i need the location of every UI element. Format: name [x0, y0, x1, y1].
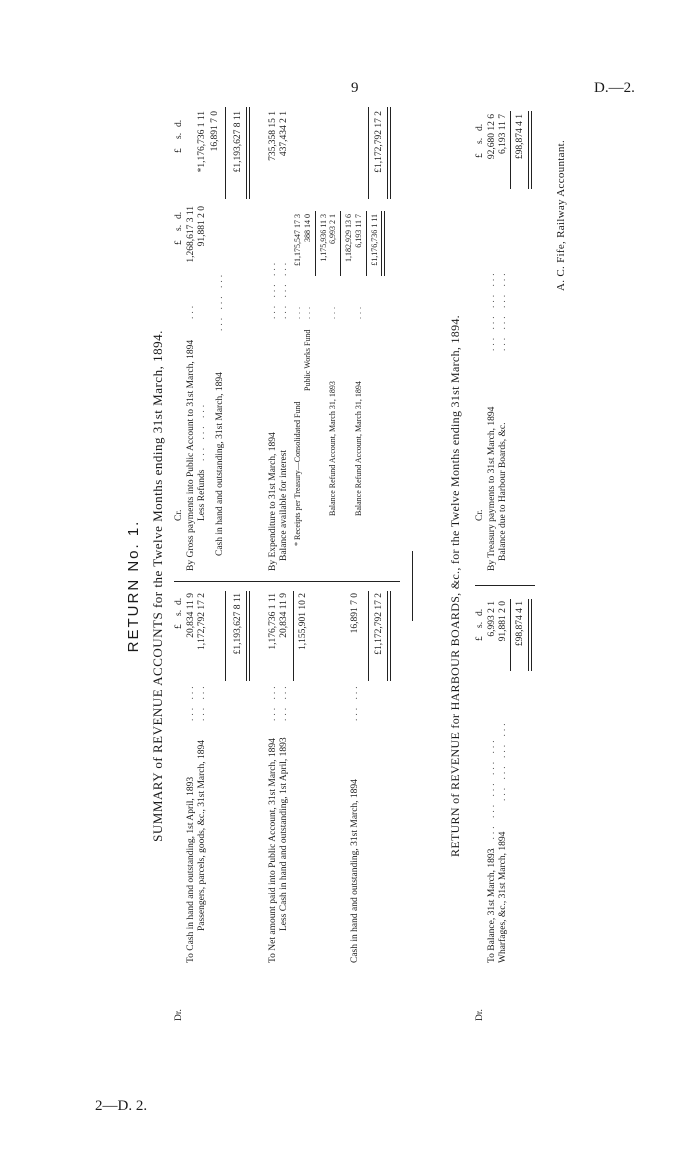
dr-amount-1: 20,834 11 9 [186, 593, 196, 638]
harbour-cr-line-1: By Treasury payments to 31st March, 1894 [487, 406, 497, 571]
summary-title: SUMMARY of REVENUE ACCOUNTS for the Twelve Months ending 31st March, 1894. [150, 330, 165, 842]
rule [315, 211, 316, 276]
leader-dots: ... ... [350, 683, 360, 721]
double-rule [528, 111, 532, 189]
note-amount-3: 1,175,936 11 3 [319, 214, 328, 262]
cr-line-4: By Expenditure to 31st March, 1894 [268, 432, 278, 571]
leader-dots: ... [186, 302, 196, 319]
dr-amount-6: 16,891 7 0 [350, 593, 360, 634]
dr-line-2: Passengers, parcels, goods, &c., 31st March, 1894 [197, 739, 207, 931]
section-divider [412, 551, 413, 621]
dr-label: Dr. [174, 1009, 184, 1021]
cr-line-3: Cash in hand and outstanding, 31st March, 1894 [215, 372, 225, 556]
dr-amount-3: 1,176,736 1 11 [268, 593, 278, 650]
return-title: RETURN No. 1. [125, 519, 142, 653]
currency-shillings: s. [174, 224, 184, 231]
dr-amount-5: 1,155,901 10 2 [298, 593, 308, 650]
harbour-title: RETURN of REVENUE for HARBOUR BOARDS, &c., for the Twelve Months ending 31st March, 1894. [448, 315, 462, 857]
note-balance-1894: Balance Refund Account, March 31, 1894 [354, 381, 363, 516]
harbour-cr-amount-2: 6,193 11 7 [498, 114, 508, 155]
rule [510, 111, 511, 189]
leader-dots: ... ... ... [215, 271, 225, 331]
harbour-dr-amount-2: 91,881 2 0 [498, 601, 508, 642]
cr-line-2: Less Refunds [197, 469, 207, 521]
leader-dots: ... ... [279, 683, 289, 721]
leader-dots: ... ... ... ... ... ... [487, 737, 497, 861]
leader-dots: ... ... ... ... [498, 720, 508, 801]
harbour-dr-line-1: To Balance, 31st March, 1893 [487, 848, 497, 963]
rule [368, 107, 369, 199]
leader-dots: ... [303, 304, 312, 319]
cr-amount-6: 437,434 2 1 [279, 111, 289, 157]
currency-pence: d. [174, 597, 184, 605]
leader-dots: ... ... ... [197, 401, 207, 461]
note-balance-1893: Balance Refund Account, March 31, 1893 [328, 381, 337, 516]
note-amount-6: 6,193 11 7 [354, 214, 363, 248]
cr-label: Cr. [174, 509, 184, 521]
column-divider [174, 581, 400, 582]
double-rule [381, 211, 385, 276]
rule [368, 591, 369, 681]
currency-shillings: s. [174, 609, 184, 616]
cr-total-2: £1,172,792 17 2 [374, 111, 384, 173]
note-amount-4: 6,993 2 1 [328, 214, 337, 244]
double-rule [246, 591, 250, 681]
note-amount-2: 388 14 0 [303, 214, 312, 242]
note-amount-1: £1,175,547 17 3 [293, 214, 302, 266]
dr-line-5: Cash in hand and outstanding, 31st March, 1894 [350, 779, 360, 963]
double-rule [528, 599, 532, 671]
harbour-cr-label: Cr. [475, 509, 485, 521]
dr-total-1: £1,193,627 8 11 [233, 593, 243, 655]
leader-dots: ... ... [186, 683, 196, 721]
currency-shillings: s. [475, 621, 485, 628]
rule [225, 107, 226, 199]
currency-pence: d. [174, 211, 184, 219]
note-receipts-consolidated: * Receipts per Treasury—Consolidated Fund [293, 401, 302, 546]
harbour-dr-label: Dr. [475, 1009, 485, 1021]
rule [510, 599, 511, 671]
harbour-dr-total: £98,874 4 1 [515, 601, 525, 647]
dr-line-4: Less Cash in hand and outstanding, 1st April, 1893 [279, 737, 289, 931]
currency-pounds: £ [174, 624, 184, 629]
harbour-dr-line-2: Wharfages, &c., 31st March, 1894 [498, 831, 508, 963]
dr-line-3: To Net amount paid into Public Account, 31st March, 1894 [268, 738, 278, 963]
note-amount-7: £1,176,736 1 11 [370, 214, 379, 266]
cr-amount-2: 91,881 2 0 [197, 206, 207, 247]
currency-pounds: £ [174, 148, 184, 153]
dr-amount-2: 1,172,792 17 2 [197, 593, 207, 650]
leader-dots: ... ... ... [268, 259, 278, 319]
rule [366, 211, 367, 276]
rule [293, 591, 294, 681]
currency-pounds: £ [475, 636, 485, 641]
cr-amount-4: 16,891 7 0 [210, 111, 220, 152]
leader-dots: ... [354, 304, 363, 319]
cr-line-5: Balance available for interest [279, 449, 289, 561]
dr-line-1: To Cash in hand and outstanding, 1st April, 1893 [186, 776, 196, 963]
currency-pence: d. [174, 119, 184, 127]
currency-pounds: £ [174, 240, 184, 245]
double-rule [246, 107, 250, 199]
rule [340, 211, 341, 276]
currency-pounds: £ [475, 153, 485, 158]
leader-dots: ... ... ... ... [487, 270, 497, 351]
currency-shillings: s. [475, 137, 485, 144]
leader-dots: ... ... [268, 683, 278, 721]
note-amount-5: 1,182,929 13 6 [344, 214, 353, 262]
currency-shillings: s. [174, 132, 184, 139]
footer-reference: 2—D. 2. [95, 1098, 148, 1114]
currency-pence: d. [475, 123, 485, 131]
cr-amount-1: 1,268,617 3 11 [186, 206, 196, 263]
cr-amount-3: *1,176,736 1 11 [197, 111, 207, 173]
leader-dots: ... ... ... [279, 259, 289, 319]
cr-line-1: By Gross payments into Public Account to 31st March, 1894 [186, 339, 196, 571]
note-public-works-fund: Public Works Fund [303, 329, 312, 391]
cr-total-1: £1,193,627 8 11 [233, 111, 243, 173]
page-number: 9 [351, 80, 359, 96]
leader-dots: ... ... ... ... [498, 270, 508, 351]
leader-dots: ... [328, 304, 337, 319]
dr-total-2: £1,172,792 17 2 [374, 593, 384, 655]
signature: A. C. Fife, Railway Accountant. [555, 139, 567, 291]
double-rule [387, 591, 391, 681]
leader-dots: ... [293, 304, 302, 319]
currency-pence: d. [475, 608, 485, 616]
column-divider [475, 585, 535, 586]
dr-amount-4: 20,834 11 9 [279, 593, 289, 638]
harbour-cr-total: £98,874 4 1 [515, 114, 525, 160]
double-rule [387, 107, 391, 199]
cr-amount-5: 735,358 15 1 [268, 111, 278, 161]
page-reference: D.—2. [594, 80, 635, 96]
leader-dots: ... ... [197, 683, 207, 721]
rule [225, 591, 226, 681]
harbour-dr-amount-1: 6,993 2 1 [487, 601, 497, 637]
harbour-cr-amount-1: 92,680 12 6 [487, 114, 497, 160]
harbour-cr-line-2: Balance due to Harbour Boards, &c. [498, 422, 508, 561]
